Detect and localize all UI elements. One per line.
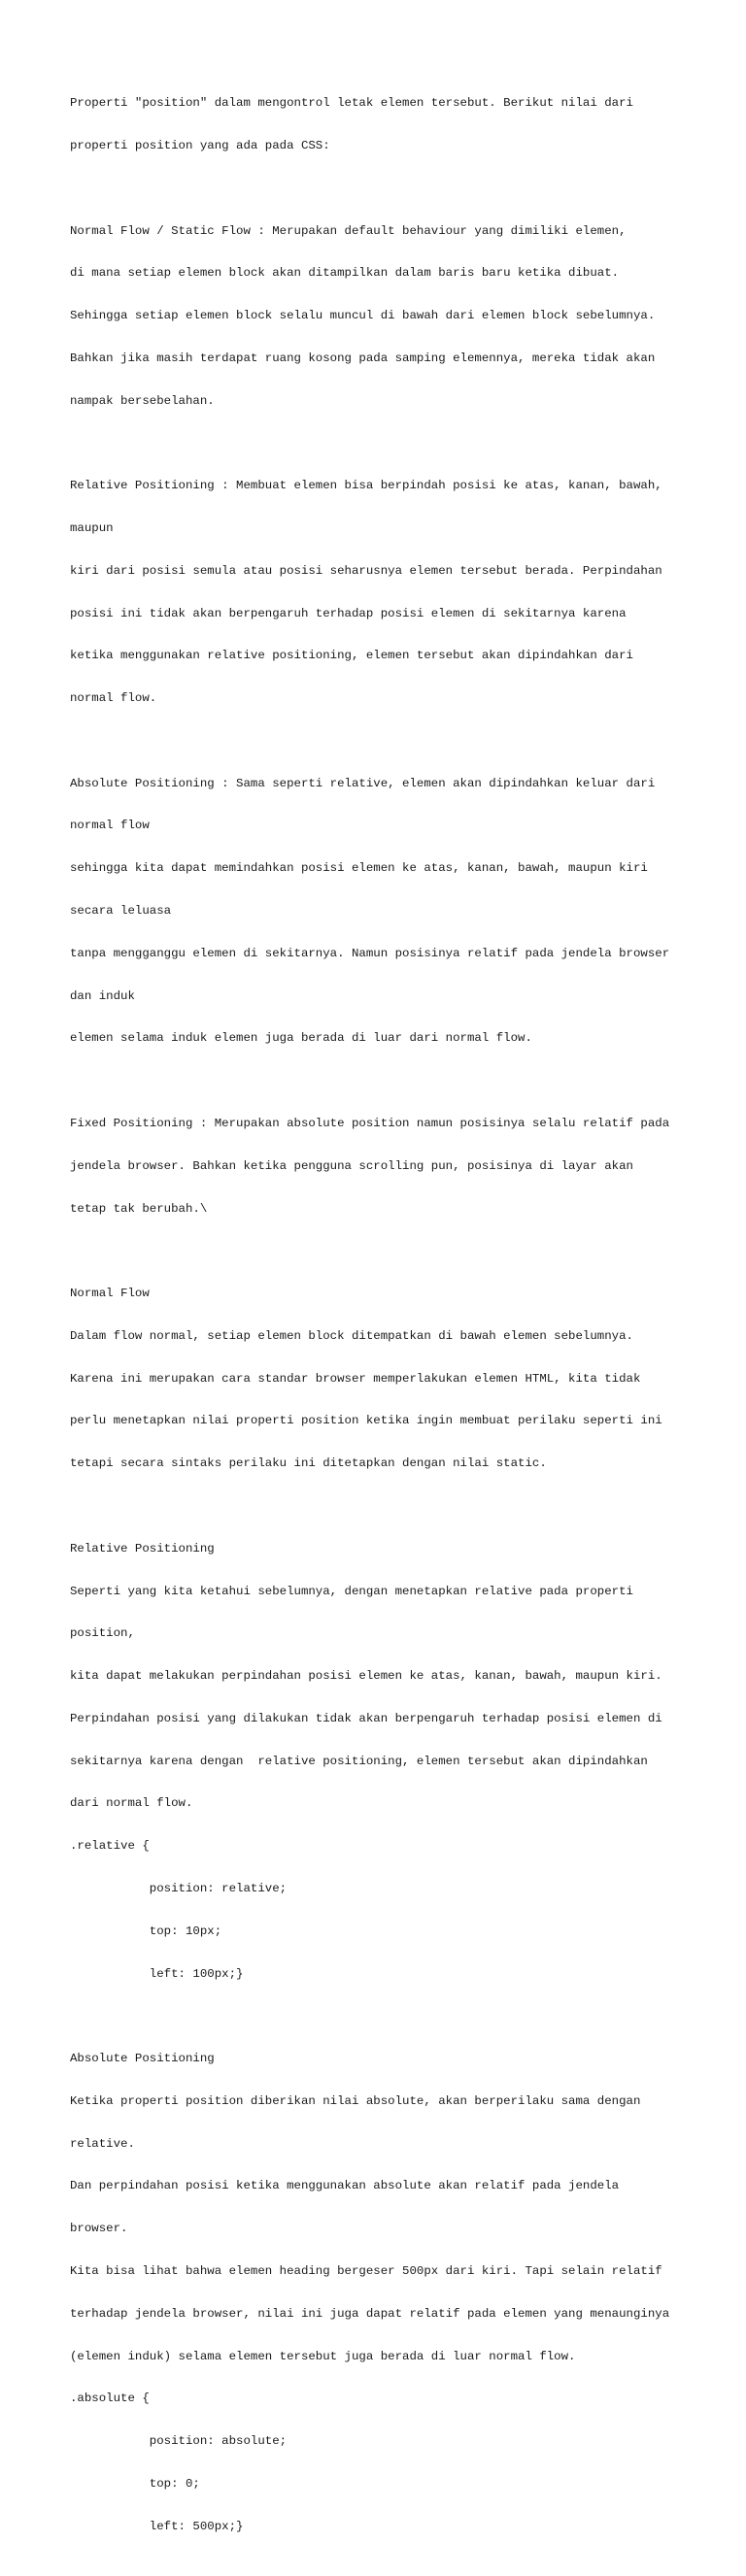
text-line: normal flow.	[70, 691, 157, 706]
text-line: di mana setiap elemen block akan ditampilkan dalam baris baru ketika dibuat.	[70, 266, 620, 281]
text-line: terhadap jendela browser, nilai ini juga dapat relatif pada elemen yang menaunginya	[70, 2306, 670, 2321]
text-line: Dalam flow normal, setiap elemen block ditempatkan di bawah elemen sebelumnya.	[70, 1328, 633, 1343]
text-line: Bahkan jika masih terdapat ruang kosong pada samping elemennya, mereka tidak akan	[70, 351, 656, 365]
text-line: relative.	[70, 2136, 135, 2151]
text-line: sekitarnya karena dengan relative positioning, elemen tersebut akan dipindahkan	[70, 1754, 648, 1768]
code-line: position: relative;	[70, 1882, 288, 1895]
text-line: Kita bisa lihat bahwa elemen heading bergeser 500px dari kiri. Tapi selain relatif	[70, 2264, 662, 2279]
text-line: maupun	[70, 521, 114, 535]
text-line: nampak bersebelahan.	[70, 393, 215, 408]
code-line: top: 0;	[70, 2476, 200, 2491]
text-line: Normal Flow / Static Flow : Merupakan default behaviour yang dimiliki elemen,	[70, 223, 627, 238]
section-absolute-positioning	[70, 2024, 730, 2562]
text-line: posisi ini tidak akan berpengaruh terhadap posisi elemen di sekitarnya karena	[70, 606, 627, 620]
text-line: Perpindahan posisi yang dilakukan tidak akan berpengaruh terhadap posisi elemen di	[70, 1711, 662, 1725]
text-line: secara leluasa	[70, 904, 172, 919]
code-line: left: 100px;}	[70, 1966, 244, 1981]
code-line: left: 500px;}	[70, 2519, 244, 2533]
text-line: Dan perpindahan posisi ketika menggunakan absolute akan relatif pada jendela	[70, 2179, 620, 2193]
paragraph-relative-definition	[70, 451, 730, 734]
text-line: normal flow	[70, 819, 150, 833]
text-line: ketika menggunakan relative positioning, elemen tersebut akan dipindahkan dari	[70, 649, 633, 663]
section-heading: Relative Positioning	[70, 1541, 215, 1556]
text-line: (elemen induk) selama elemen tersebut juga berada di luar normal flow.	[70, 2349, 576, 2363]
text-line: perlu menetapkan nilai properti position ketika ingin membuat perilaku seperti ini	[70, 1414, 662, 1428]
text-line: properti position yang ada pada CSS:	[70, 138, 330, 152]
text-line: Absolute Positioning : Sama seperti relative, elemen akan dipindahkan keluar dari	[70, 776, 656, 790]
code-line: .relative {	[70, 1839, 150, 1854]
text-line: browser.	[70, 2222, 128, 2236]
text-line: Karena ini merupakan cara standar browser memperlakukan elemen HTML, kita tidak	[70, 1371, 641, 1386]
text-line: dari normal flow.	[70, 1796, 193, 1811]
text-line: jendela browser. Bahkan ketika pengguna scrolling pun, posisinya di layar akan	[70, 1158, 633, 1173]
text-line: dan induk	[70, 988, 135, 1003]
paragraph-absolute-definition	[70, 749, 730, 1075]
paragraph-normal-flow-definition	[70, 195, 730, 436]
text-line: elemen selama induk elemen juga berada di luar dari normal flow.	[70, 1031, 532, 1046]
text-line: Seperti yang kita ketahui sebelumnya, dengan menetapkan relative pada properti	[70, 1584, 633, 1598]
text-line: kiri dari posisi semula atau posisi seharusnya elemen tersebut berada. Perpindahan	[70, 563, 662, 578]
text-line: Relative Positioning : Membuat elemen bisa berpindah posisi ke atas, kanan, bawah,	[70, 479, 662, 493]
section-heading: Absolute Positioning	[70, 2052, 215, 2066]
text-line: kita dapat melakukan perpindahan posisi elemen ke atas, kanan, bawah, maupun kiri.	[70, 1669, 662, 1684]
text-line: sehingga kita dapat memindahkan posisi elemen ke atas, kanan, bawah, maupun kiri	[70, 861, 648, 876]
code-line: .absolute {	[70, 2392, 150, 2406]
document-page	[70, 68, 730, 2576]
paragraph-intro	[70, 68, 730, 182]
section-relative-positioning	[70, 1514, 730, 2010]
text-line: tetapi secara sintaks perilaku ini ditetapkan dengan nilai static.	[70, 1456, 547, 1471]
text-line: position,	[70, 1626, 135, 1641]
section-normal-flow	[70, 1258, 730, 1499]
text-line: tanpa mengganggu elemen di sekitarnya. Namun posisinya relatif pada jendela browser	[70, 946, 670, 960]
code-line: position: absolute;	[70, 2434, 288, 2449]
section-heading: Normal Flow	[70, 1287, 150, 1301]
text-line: Properti "position" dalam mengontrol letak elemen tersebut. Berikut nilai dari	[70, 96, 633, 111]
code-line: top: 10px;	[70, 1924, 222, 1938]
text-line: Fixed Positioning : Merupakan absolute position namun posisinya selalu relatif pada	[70, 1116, 670, 1130]
text-line: Ketika properti position diberikan nilai absolute, akan berperilaku sama dengan	[70, 2093, 641, 2108]
text-line: Sehingga setiap elemen block selalu muncul di bawah dari elemen block sebelumnya.	[70, 309, 656, 323]
paragraph-fixed-definition	[70, 1088, 730, 1245]
text-line: tetap tak berubah.\	[70, 1201, 208, 1216]
